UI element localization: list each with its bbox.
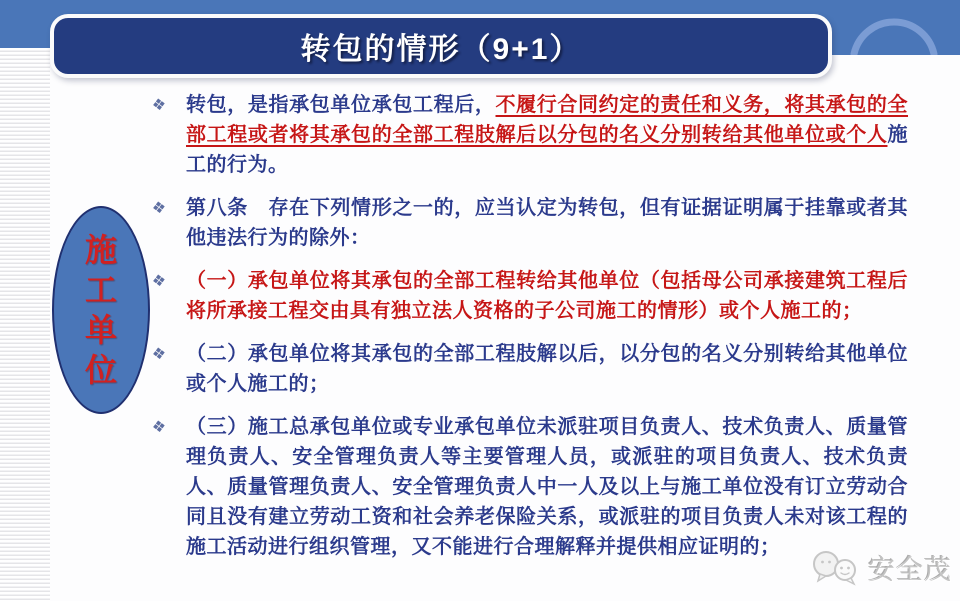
slide-body: [150, 90, 908, 575]
text-segment-highlight: （一）承包单位将其承包的全部工程转给其他单位（包括母公司承接建筑工程后将所承接工程交由具有独立法人资格的子公司施工的情形）或个人施工的；: [186, 270, 908, 322]
text-segment: 施工的行为。: [186, 124, 908, 176]
diamond-bullet-icon: ❖: [150, 345, 168, 364]
text-segment: 转包，是指承包单位承包工程后，: [186, 94, 496, 116]
watermark: [811, 548, 952, 587]
slide-title-bar: [50, 14, 832, 78]
diamond-bullet-icon: ❖: [150, 96, 168, 115]
left-stripe-decoration: [0, 48, 50, 601]
construction-unit-ellipse: [52, 206, 150, 414]
ellipse-char: 位: [84, 352, 117, 388]
diamond-bullet-icon: ❖: [150, 272, 168, 291]
watermark-text: 安全茂: [868, 555, 952, 585]
bullet-paragraph-item-2: [150, 339, 908, 399]
ellipse-char: 单: [84, 312, 117, 348]
bullet-paragraph-article-8: [150, 193, 908, 253]
text-segment: （二）承包单位将其承包的全部工程肢解以后，以分包的名义分别转给其他单位或个人施工的；: [186, 343, 908, 395]
crescent-arc-icon: [846, 8, 942, 55]
ellipse-char: 施: [84, 232, 117, 268]
diamond-bullet-icon: ❖: [150, 199, 168, 218]
bullet-paragraph-definition: [150, 90, 908, 180]
bullet-paragraph-item-1: [150, 266, 908, 326]
diamond-bullet-icon: ❖: [150, 418, 168, 437]
slide-title: 转包的情形（9+1）: [300, 33, 582, 66]
bullet-paragraph-item-3: [150, 412, 908, 562]
ellipse-char: 工: [84, 272, 117, 308]
text-segment-highlight: 不履行合同约定的责任和义务，将其承包的全部工程或者将其承包的全部工程肢解后以分包的名义分别转给其他单位或个人: [186, 94, 909, 146]
text-segment: 第八条 存在下列情形之一的，应当认定为转包，但有证据证明属于挂靠或者其他违法行为的除外：: [186, 197, 908, 249]
chat-bubbles-icon: [811, 549, 863, 587]
text-segment: （三）施工总承包单位或专业承包单位未派驻项目负责人、技术负责人、质量管理负责人、安全管理负责人等主要管理人员，或派驻的项目负责人、技术负责人、质量管理负责人、安全管理负责人中一人及以上与施工单位没有订立劳动合同且没有建立劳动工资和社会养老保险关系，或派驻的项目负责人未对该工程的施工活动进行组织管理，又不能进行合理解释并提供相应证明的；: [186, 416, 908, 558]
